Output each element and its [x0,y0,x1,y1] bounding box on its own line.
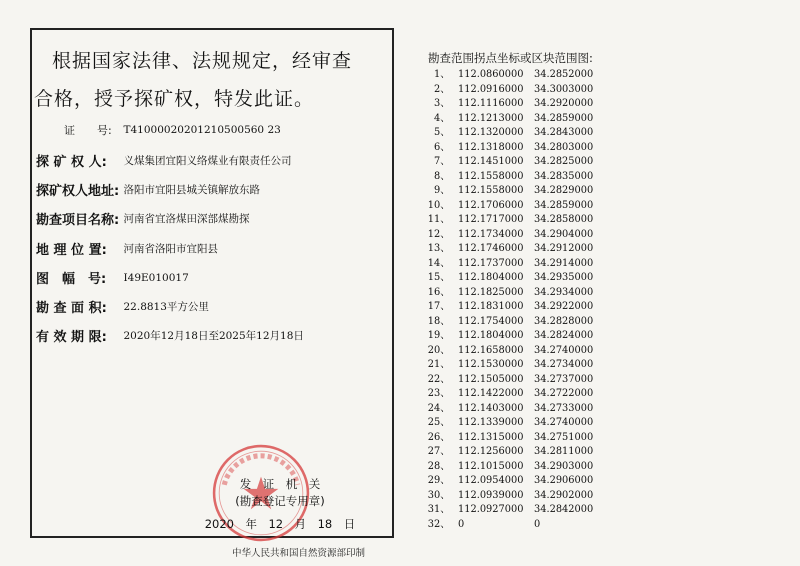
coordinate-row [424,68,624,83]
coordinate-y: 34.2829000 [534,185,594,196]
coordinate-x: 112.1754000 [458,315,524,327]
coordinate-index: 32、 [427,518,450,530]
printer-footer: 中华人民共和国自然资源部印制 [232,548,366,559]
coordinate-y: 34.3003000 [534,83,594,95]
coordinate-index: 3、 [433,98,450,109]
coordinate-x: 112.1717000 [458,214,524,225]
coordinate-y: 34.2903000 [534,460,594,472]
coordinate-row [424,141,624,156]
coordinate-x: 112.1451000 [458,156,524,167]
coordinate-y: 34.2824000 [534,330,594,341]
coordinate-row [424,474,624,489]
coordinate-index: 13、 [427,243,450,254]
coordinate-y: 34.2914000 [534,257,594,269]
coordinate-row [424,213,624,228]
coordinate-index: 12、 [427,228,450,240]
coordinate-index: 22、 [427,373,450,385]
coordinate-x: 112.1804000 [458,330,524,341]
issuing-authority-subtitle: (勘查登记专用章) [235,494,325,508]
coordinate-y: 34.2934000 [534,286,594,298]
coordinate-row [424,184,624,199]
coordinate-row [424,97,624,112]
issue-date: 2020 年 12 月 18 日 [204,517,356,531]
coordinate-y: 34.2825000 [534,156,594,167]
certificate-number-label: 证 号: [64,124,112,137]
coordinate-index: 21、 [427,359,450,370]
coordinate-x: 112.0954000 [458,475,524,486]
coordinate-y: 34.2922000 [534,301,594,312]
coordinate-row [424,445,624,460]
field-label: 探矿权人地址: [36,184,120,199]
coordinate-index: 19、 [427,330,450,341]
coordinate-row [424,242,624,257]
field-value: 义煤集团宜阳义络煤业有限责任公司 [123,155,292,167]
coordinate-x: 112.1804000 [458,272,524,283]
coordinate-x: 112.1116000 [458,98,524,109]
coordinate-row [424,431,624,446]
certificate-number-value: T41000020201210500560 23 [123,124,281,136]
coordinate-row [424,503,624,518]
coordinate-row [424,460,624,475]
field-row [36,239,388,259]
coordinate-row [424,489,624,504]
coordinate-y: 34.2733000 [534,402,594,414]
coordinate-index: 16、 [427,286,450,298]
field-label: 地 理 位 置: [36,243,107,258]
coordinate-index: 15、 [427,272,450,283]
field-value: 22.8813平方公里 [123,301,209,313]
coordinate-index: 25、 [427,417,450,428]
coordinate-row [424,344,624,359]
coordinate-row [424,387,624,402]
coordinate-x: 112.1318000 [458,141,524,153]
coordinate-y: 34.2803000 [534,141,594,153]
field-row [36,268,388,288]
coordinate-y: 34.2902000 [534,489,594,501]
coordinate-index: 10、 [427,199,450,211]
coordinate-x: 112.1505000 [458,373,524,385]
coordinate-row [424,257,624,272]
coordinate-x: 112.1320000 [458,127,524,138]
field-value: 2020年12月18日至2025年12月18日 [123,330,304,342]
coordinate-y: 34.2843000 [534,127,594,138]
coordinate-y: 34.2852000 [534,69,594,80]
field-label: 探 矿 权 人: [36,155,107,170]
coordinate-index: 7、 [433,156,450,167]
coordinate-row [424,199,624,214]
coordinate-y: 34.2859000 [534,112,594,124]
coordinate-index: 2、 [433,83,450,95]
coordinate-row [424,170,624,185]
coordinate-y: 0 [534,518,541,530]
coordinate-index: 4、 [433,112,450,124]
coordinate-y: 34.2842000 [534,504,594,515]
coordinate-x: 112.0916000 [458,83,524,95]
coordinate-x: 112.1831000 [458,301,524,312]
coordinate-row [424,300,624,315]
field-value: 河南省宜洛煤田深部煤勘探 [123,213,250,225]
coordinate-row [424,228,624,243]
headline-line-2: 合格，授予探矿权，特发此证。 [34,88,315,110]
coordinate-y: 34.2811000 [534,446,594,457]
coordinate-x: 112.1706000 [458,199,524,211]
coordinate-y: 34.2859000 [534,199,594,211]
certificate-number-row [64,122,416,142]
coordinate-x: 112.1737000 [458,257,524,269]
coordinate-index: 14、 [427,257,450,269]
headline-line-1: 根据国家法律、法规规定，经审查 [52,50,353,72]
coordinate-x: 112.1315000 [458,431,524,443]
coordinate-x: 112.1213000 [458,112,524,124]
coordinate-row [424,518,624,533]
coordinate-x: 112.1256000 [458,446,524,457]
coordinate-y: 34.2740000 [534,344,594,356]
coordinate-row [424,286,624,301]
coordinate-row [424,402,624,417]
coordinate-x: 112.1530000 [458,359,524,370]
coordinate-y: 34.2737000 [534,373,594,385]
field-label: 勘 查 面 积: [36,301,107,316]
coordinate-index: 6、 [433,141,450,153]
coordinate-index: 27、 [427,446,450,457]
field-label: 有 效 期 限: [36,330,107,345]
coordinate-index: 18、 [427,315,450,327]
coordinate-y: 34.2751000 [534,431,594,443]
coordinate-row [424,126,624,141]
coordinate-x: 112.0860000 [458,69,524,80]
coordinate-index: 11、 [427,214,450,225]
coordinate-y: 34.2835000 [534,170,594,182]
coordinate-row [424,315,624,330]
coordinate-y: 34.2906000 [534,475,594,486]
coordinate-index: 20、 [427,344,450,356]
coordinate-x: 112.1825000 [458,286,524,298]
coordinates-title: 勘查范围拐点坐标或区块范围图: [428,51,593,65]
coordinate-x: 112.1015000 [458,460,524,472]
coordinate-y: 34.2912000 [534,243,594,254]
coordinates-table [424,68,624,532]
field-row [36,209,388,229]
field-row [36,297,388,317]
field-value: 洛阳市宜阳县城关镇解放东路 [123,184,260,196]
coordinate-index: 29、 [427,475,450,486]
coordinate-index: 30、 [427,489,450,501]
coordinate-index: 24、 [427,402,450,414]
coordinate-row [424,271,624,286]
coordinate-x: 112.1339000 [458,417,524,428]
coordinate-row [424,83,624,98]
coordinate-x: 112.1558000 [458,185,524,196]
coordinate-x: 112.1422000 [458,388,524,399]
field-row [36,180,388,200]
coordinate-index: 9、 [433,185,450,196]
coordinate-index: 26、 [427,431,450,443]
coordinate-y: 34.2904000 [534,228,594,240]
coordinate-y: 34.2935000 [534,272,594,283]
field-value: I49E010017 [123,271,189,284]
coordinate-x: 112.1558000 [458,170,524,182]
coordinate-y: 34.2722000 [534,388,594,399]
coordinate-row [424,112,624,127]
coordinate-x: 112.0939000 [458,489,524,501]
coordinate-row [424,358,624,373]
coordinate-index: 17、 [427,301,450,312]
coordinate-y: 34.2740000 [534,417,594,428]
coordinate-index: 8、 [433,170,450,182]
field-label: 图 幅 号: [36,272,107,287]
coordinate-x: 112.1734000 [458,228,524,240]
coordinate-y: 34.2828000 [534,315,594,327]
coordinate-index: 5、 [433,127,450,138]
coordinate-row [424,416,624,431]
coordinate-y: 34.2920000 [534,98,594,109]
field-value: 河南省洛阳市宜阳县 [123,243,218,255]
coordinate-index: 1、 [433,69,450,80]
coordinate-index: 31、 [427,504,450,515]
coordinate-row [424,155,624,170]
coordinate-x: 112.1746000 [458,243,524,254]
coordinate-index: 23、 [427,388,450,399]
field-label: 勘查项目名称: [36,213,120,228]
coordinate-x: 0 [458,518,465,530]
coordinate-x: 112.0927000 [458,504,524,515]
coordinate-x: 112.1658000 [458,344,524,356]
coordinate-y: 34.2734000 [534,359,594,370]
coordinate-x: 112.1403000 [458,402,524,414]
issuing-authority: 发 证 机 关 [239,477,321,491]
coordinate-index: 28、 [427,460,450,472]
field-row [36,326,388,346]
coordinate-row [424,373,624,388]
coordinate-y: 34.2858000 [534,214,594,225]
coordinate-row [424,329,624,344]
field-row [36,151,388,171]
